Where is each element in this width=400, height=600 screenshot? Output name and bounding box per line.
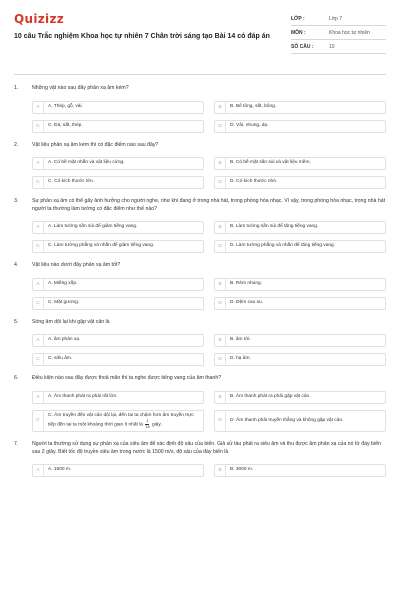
question-number: 3.	[14, 198, 19, 204]
question	[14, 85, 386, 133]
option-key: A	[33, 465, 44, 476]
question-number: 7.	[14, 441, 19, 447]
question-text: Sự phản xạ âm có thể gây ảnh hưởng cho người nghe, như khi đang ở trong nhà hát, trong phòng hòa nhạc. Vì vậy, trong phòng hòa nhạc, trong nhà hát người ta thường làm tường có đặc điểm như thế nào?	[32, 198, 386, 212]
option-key: C	[33, 177, 44, 188]
option-text	[226, 298, 267, 309]
option-text	[44, 465, 75, 476]
question-list	[14, 85, 386, 477]
option-text	[226, 354, 255, 365]
option-a[interactable]	[32, 101, 204, 114]
question-row	[14, 142, 386, 150]
option-d[interactable]	[214, 120, 386, 133]
option-key: A	[33, 222, 44, 233]
meta-row-class	[291, 12, 386, 26]
option-key: D	[215, 241, 226, 252]
options-grid	[14, 101, 386, 133]
option-b[interactable]	[214, 221, 386, 234]
option-c[interactable]	[32, 240, 204, 253]
header	[14, 12, 386, 68]
option-text	[44, 298, 83, 309]
option-label: B. Làm tường sần sùi để tăng tiếng vang.	[230, 224, 319, 230]
option-b[interactable]	[214, 464, 386, 477]
header-divider	[14, 74, 386, 75]
options-grid	[14, 278, 386, 310]
option-text	[226, 241, 339, 252]
option-c[interactable]	[32, 120, 204, 133]
option-label: C. Đá, sắt, thép.	[48, 122, 83, 128]
option-b[interactable]	[214, 157, 386, 170]
option-label: C. Làm tường phẳng và nhẵn để giảm tiếng vang.	[48, 243, 155, 249]
option-key: A	[33, 158, 44, 169]
option-text	[44, 241, 158, 252]
question-text: Điều kiện nào sau đây được thoả mãn thì ta nghe được tiếng vang của âm thanh?	[32, 375, 222, 381]
meta-row-count	[291, 40, 386, 54]
option-a[interactable]	[32, 391, 204, 404]
option-c[interactable]	[32, 176, 204, 189]
option-text	[44, 279, 81, 290]
meta-key: LỚP :	[291, 15, 305, 22]
option-text	[226, 177, 281, 188]
options-grid	[14, 464, 386, 477]
option-suffix: giây.	[152, 422, 162, 428]
question-row	[14, 198, 386, 213]
meta-key: MÔN :	[291, 29, 306, 36]
option-label: B. Có bề mặt sần sùi và vật liệu mềm.	[230, 160, 311, 166]
question-number: 6.	[14, 375, 19, 381]
question	[14, 262, 386, 310]
question-number: 5.	[14, 318, 19, 325]
option-label: C. Mặt gương.	[48, 299, 80, 305]
options-grid	[14, 334, 386, 366]
option-label: B. âm tới.	[230, 337, 251, 343]
fraction	[145, 419, 149, 429]
option-d[interactable]	[214, 240, 386, 253]
option-text	[44, 411, 203, 432]
option-key: D	[215, 177, 226, 188]
option-key: B	[215, 335, 226, 346]
option-label: A. Làm tường sần sùi để giảm tiếng vang.	[48, 224, 138, 230]
option-label: D. Làm tường phẳng và nhẵn để tăng tiếng vang.	[230, 243, 336, 249]
option-text	[226, 392, 315, 403]
option-a[interactable]	[32, 464, 204, 477]
option-key: C	[33, 354, 44, 365]
option-key: D	[215, 121, 226, 132]
option-key: A	[33, 392, 44, 403]
option-d[interactable]	[214, 410, 386, 433]
option-b[interactable]	[214, 278, 386, 291]
option-key: D	[215, 354, 226, 365]
question	[14, 198, 386, 253]
option-key: B	[215, 392, 226, 403]
question-row	[14, 262, 386, 270]
option-key: D	[215, 298, 226, 309]
meta-row-subject	[291, 26, 386, 40]
option-text	[44, 177, 98, 188]
option-label: B. Rèm nhung.	[230, 280, 262, 286]
option-label: A. Miếng xốp.	[48, 280, 78, 286]
question-text: Sóng âm dội lại khi gặp vật cản là	[32, 318, 110, 325]
option-text	[44, 102, 87, 113]
option-text	[44, 335, 84, 346]
option-b[interactable]	[214, 391, 386, 404]
option-text	[44, 392, 122, 403]
option-d[interactable]	[214, 176, 386, 189]
fraction-numerator: 1	[146, 418, 149, 423]
meta-table	[291, 12, 386, 54]
option-label: A. âm phản xạ.	[48, 337, 81, 343]
question-text: Vật liệu nào dưới đây phản xạ âm tốt?	[32, 262, 121, 268]
option-label: D. Có kích thước nhỏ.	[230, 179, 278, 185]
option-key: B	[215, 279, 226, 290]
option-text	[44, 222, 141, 233]
question-row	[14, 319, 386, 327]
option-key: B	[215, 465, 226, 476]
fraction-denominator: 15	[145, 423, 150, 429]
option-key: C	[33, 241, 44, 252]
option-label: D. Đệm cao su.	[230, 299, 264, 305]
question	[14, 441, 386, 477]
option-label: C. Âm truyền đến vật cản dội lại, đến tai ta chậm hơn âm truyền trực tiếp đến tai ta một khoảng thời gian ít nhất là	[48, 412, 194, 428]
options-grid	[14, 157, 386, 189]
option-key: B	[215, 222, 226, 233]
option-key: A	[33, 102, 44, 113]
option-label: C. Có kích thước lớn.	[48, 179, 95, 185]
option-text	[44, 158, 129, 169]
option-d[interactable]	[214, 353, 386, 366]
quizizz-logo: Quizizz	[14, 12, 65, 26]
option-key: D	[215, 411, 226, 432]
option-c[interactable]	[32, 297, 204, 310]
option-c[interactable]	[32, 353, 204, 366]
question-number: 4.	[14, 262, 19, 268]
option-text	[44, 121, 87, 132]
option-text	[226, 158, 315, 169]
option-key: C	[33, 411, 44, 432]
option-key: B	[215, 102, 226, 113]
option-key: A	[33, 279, 44, 290]
option-label: A. Có bề mặt nhẵn và vật liệu cứng.	[48, 160, 125, 166]
question-text: Những vật nào sau đây phản xạ âm kém?	[32, 85, 129, 91]
option-key: A	[33, 335, 44, 346]
options-grid	[14, 391, 386, 433]
question-row	[14, 441, 386, 456]
question	[14, 319, 386, 367]
option-label: D. Vải, nhung, dạ.	[230, 122, 269, 128]
option-label: B. Bê tông, sắt, bông.	[230, 103, 277, 109]
option-text	[226, 335, 255, 346]
meta-value: Khoa học tự nhiên	[329, 29, 370, 36]
question-number: 1.	[14, 85, 19, 91]
option-label: A. 1500 m.	[48, 467, 72, 473]
option-key: C	[33, 298, 44, 309]
option-label: A. Thép, gỗ, vải.	[48, 103, 83, 109]
option-key: C	[33, 121, 44, 132]
question-text: Người ta thường sử dụng sự phản xạ của siêu âm để xác định độ sâu của biển. Giả sử tàu phát ra siêu âm và thu được âm phản xạ của nó từ đáy biển sau 2 giây. Biết tốc độ truyền siêu âm trong nước là 1500 m/s, độ sâu của đáy biển là	[32, 441, 381, 455]
meta-value: 10	[329, 43, 335, 50]
question	[14, 375, 386, 432]
option-text	[226, 222, 322, 233]
option-text	[44, 354, 76, 365]
option-c[interactable]	[32, 410, 204, 433]
option-key: B	[215, 158, 226, 169]
option-label: D. hạ âm.	[230, 356, 251, 362]
option-label: C. siêu âm.	[48, 356, 73, 362]
page-title: 10 câu Trắc nghiệm Khoa học tự nhiên 7 Chân trời sáng tạo Bài 14 có đáp án	[14, 33, 270, 40]
meta-value: Lớp 7	[329, 15, 343, 22]
question	[14, 142, 386, 190]
option-label: D. Âm thanh phải truyền thẳng và không gặp vật cản.	[230, 417, 344, 423]
meta-key: SỐ CÂU :	[291, 43, 314, 50]
question-number: 2.	[14, 141, 19, 148]
question-row	[14, 85, 386, 93]
option-text	[226, 279, 266, 290]
option-a[interactable]	[32, 278, 204, 291]
option-text	[226, 416, 347, 427]
option-label: A. Âm thanh phát ra phải rất lớn.	[48, 393, 118, 399]
question-row	[14, 375, 386, 383]
option-a[interactable]	[32, 221, 204, 234]
options-grid	[14, 221, 386, 253]
option-text	[226, 465, 257, 476]
option-b[interactable]	[214, 334, 386, 347]
option-a[interactable]	[32, 157, 204, 170]
option-b[interactable]	[214, 101, 386, 114]
option-text	[226, 102, 280, 113]
option-d[interactable]	[214, 297, 386, 310]
question-text: Vật liệu phản xạ âm kém thì có đặc điểm nào sau đây?	[32, 141, 159, 148]
option-label: B. Âm thanh phát ra phải gặp vật cản.	[230, 393, 311, 399]
option-label: B. 3000 m.	[230, 467, 254, 473]
option-text	[226, 121, 272, 132]
option-a[interactable]	[32, 334, 204, 347]
